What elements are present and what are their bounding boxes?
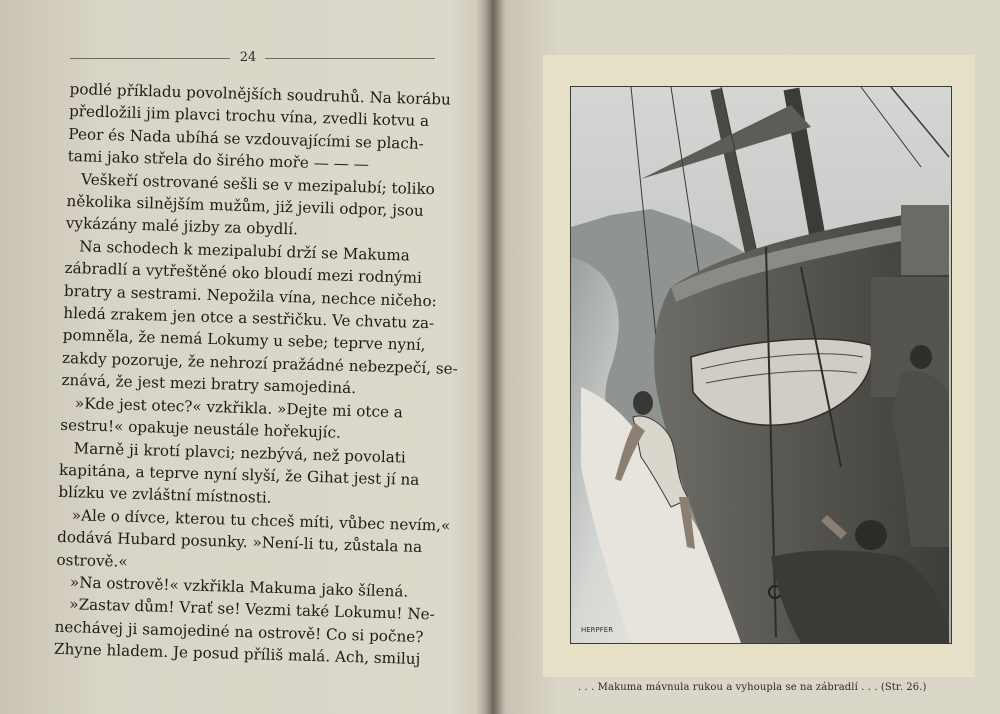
text-line: pomněla, že nemá Lokumy u sebe; teprve nyní,	[62, 326, 426, 355]
text-line: podlé příkladu povolnějších soudruhů. Na korábu	[69, 79, 452, 109]
text-line: Marně ji krotí plavci; nezbývá, než povolati	[73, 438, 407, 467]
text-line: blízku ve zvláštní místnosti.	[58, 483, 272, 508]
text-line: zakdy pozoruje, že nehrozí pražádné nebezpečí, se-	[61, 348, 459, 378]
text-line: Peor és Nada ubíhá se vzdouvajícími se plach-	[68, 124, 425, 153]
text-line: několika silnějším mužům, již jevili odpor, jsou	[66, 191, 424, 220]
text-line: Zhyne hladem. Je posud příliš malá. Ach, smiluj	[53, 639, 421, 669]
text-line: ostrově.«	[56, 550, 128, 571]
page-header	[70, 50, 435, 66]
text-line: hledá zrakem jen otce a sestřičku. Ve chvatu za-	[63, 303, 435, 333]
text-line: tami jako střela do širého moře — — —	[67, 147, 370, 174]
text-line: nechávej ji samojediné na ostrově! Co si počne?	[54, 617, 424, 646]
text-line: znává, že jest mezi bratry samojediná.	[61, 371, 357, 398]
text-line: kapitána, a teprve nyní slyší, že Gihat jest jí na	[58, 460, 420, 489]
text-line: »Ale o dívce, kterou tu chceš míti, vůbec nevím,«	[71, 505, 451, 535]
header-rule-left	[70, 58, 230, 59]
page-number: 24	[239, 50, 257, 65]
gutter-shadow	[476, 0, 506, 714]
text-line: předložili jim plavci trochu vína, zvedli kotvu a	[68, 102, 430, 131]
text-line: Na schodech k mezipalubí drží se Makuma	[79, 237, 411, 265]
text-line: vykázány malé jizby za obydlí.	[65, 214, 299, 239]
text-line: dodává Hubard posunky. »Není-li tu, zůstala na	[56, 527, 423, 557]
text-line: »Na ostrově!« vzkřikla Makuma jako šílená.	[69, 573, 409, 601]
text-line: bratry a sestrami. Nepožila vína, nechce ničeho:	[63, 281, 437, 310]
text-line: Veškeří ostrované sešli se v mezipalubí; toliko	[80, 169, 436, 198]
text-line: zábradlí a vytřeštěné oko bloudí mezi rodnými	[64, 259, 423, 288]
text-line: »Kde jest otec?« vzkřikla. »Dejte mi otce a	[74, 393, 404, 422]
body-text	[53, 78, 459, 670]
header-rule-right	[265, 58, 435, 59]
text-line: »Zastav dům! Vrať se! Vezmi také Lokumu! Ne-	[69, 595, 436, 624]
ship-storm-engraving	[570, 86, 952, 644]
engraver-signature: HERPFER	[581, 626, 614, 634]
left-page	[0, 0, 490, 714]
plate-caption: . . . Makuma mávnula rukou a vyhoupla se na zábradlí . . . (Str. 26.)	[578, 682, 927, 693]
text-line: sestru!« opakuje neustále hořekujíc.	[60, 415, 342, 442]
